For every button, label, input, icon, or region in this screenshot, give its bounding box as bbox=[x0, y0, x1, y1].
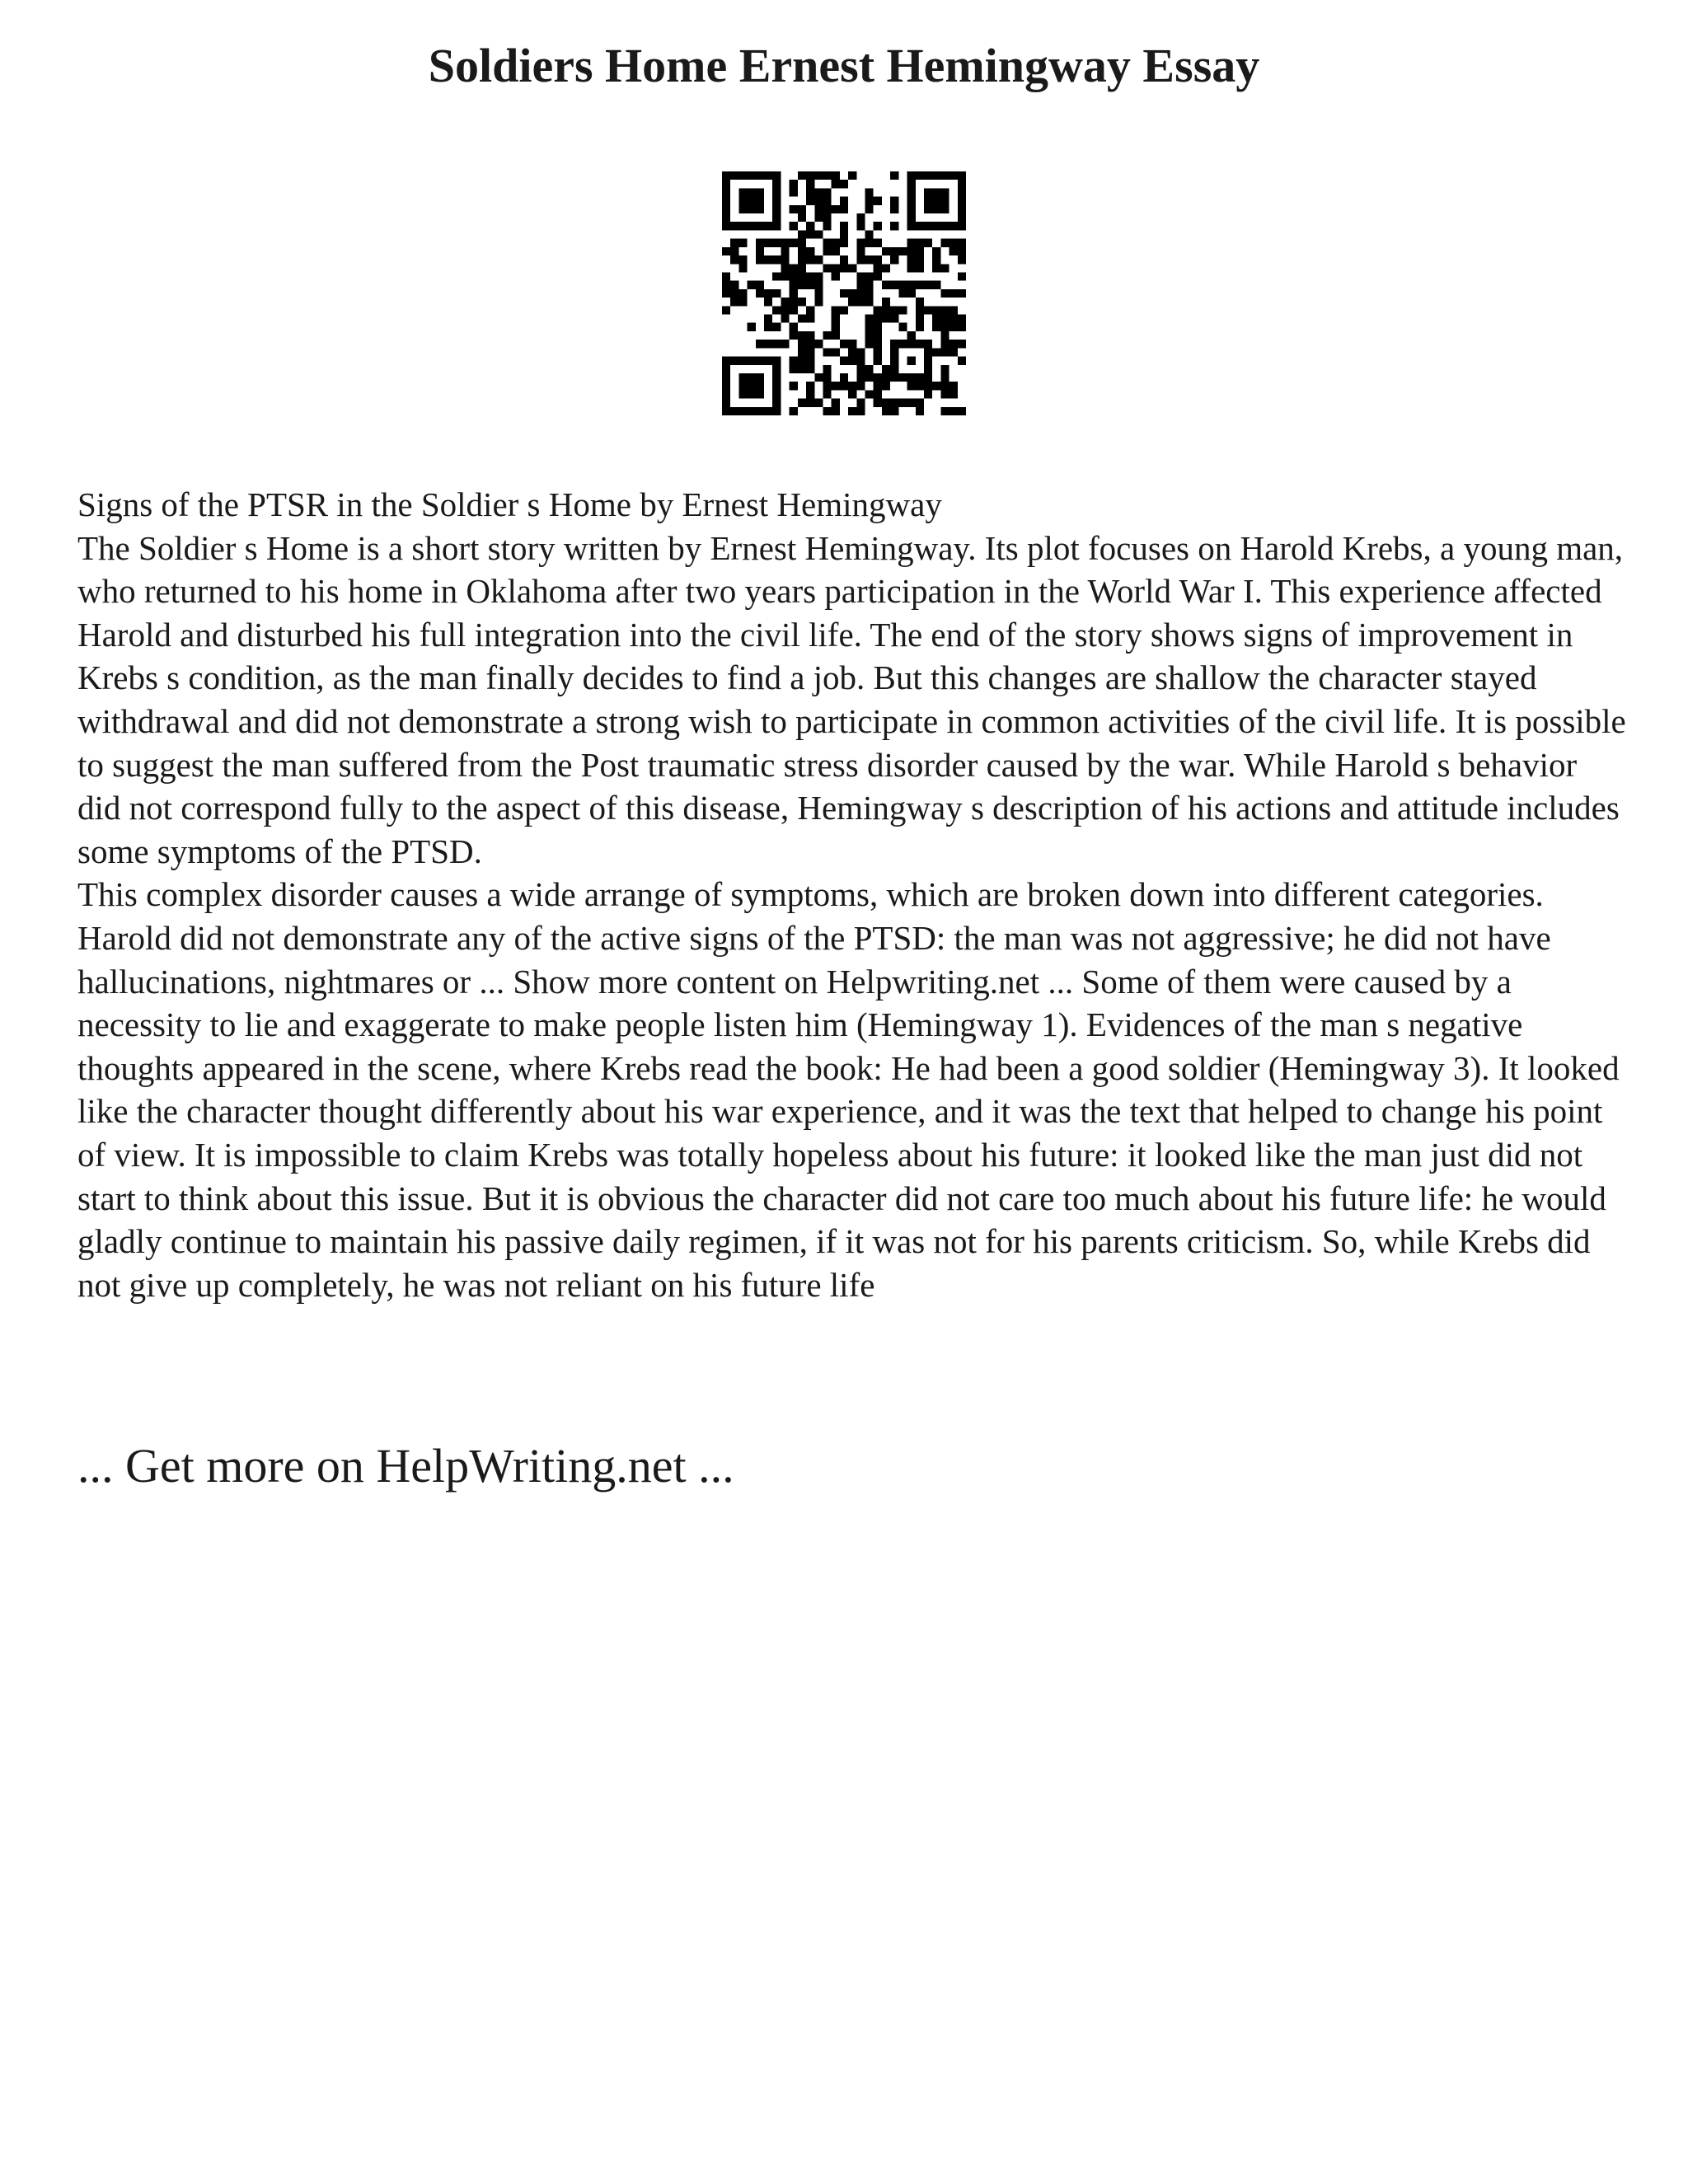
get-more-link[interactable]: ... Get more on HelpWriting.net ... bbox=[77, 1439, 734, 1493]
essay-heading-line: Signs of the PTSR in the Soldier s Home by Ernest Hemingway bbox=[77, 485, 942, 523]
document-title: Soldiers Home Ernest Hemingway Essay bbox=[428, 39, 1260, 92]
essay-body bbox=[77, 483, 1627, 1306]
essay-paragraph: The Soldier s Home is a short story written by Ernest Hemingway. Its plot focuses on Harold Krebs, a young man, who returned to his home in Oklahoma after two years participation in the World War I. This experience affected Harold and disturbed his full integration into the civil life. The end of the story shows signs of improvement in Krebs s condition, as the man finally decides to find a job. But this changes are shallow the character stayed withdrawal and did not demonstrate a strong wish to participate in common activities of the civil life. It is possible to suggest the man suffered from the Post traumatic stress disorder caused by the war. While Harold s behavior did not correspond fully to the aspect of this disease, Hemingway s description of his actions and attitude includes some symptoms of the PTSD. bbox=[77, 528, 1626, 870]
qr-code-icon bbox=[722, 171, 966, 415]
essay-paragraph: This complex disorder causes a wide arrange of symptoms, which are broken down into different categories. Harold did not demonstrate any of the active signs of the PTSD: the man was not aggressive; he did not have hallucinations, nightmares or ... Show more content on Helpwriting.net ... Some of them were caused by a necessity to lie and exaggerate to make people listen him (Hemingway 1). Evidences of the man s negative thoughts appeared in the scene, where Krebs read the book: He had been a good soldier (Hemingway 3). It looked like the character thought differently about his war experience, and it was the text that helped to change his point of view. It is impossible to claim Krebs was totally hopeless about his future: it looked like the man just did not start to think about this issue. But it is obvious the character did not care too much about his future life: he would gladly continue to maintain his passive daily regimen, if it was not for his parents criticism. So, while Krebs did not give up completely, he was not reliant on his future life bbox=[77, 875, 1620, 1304]
